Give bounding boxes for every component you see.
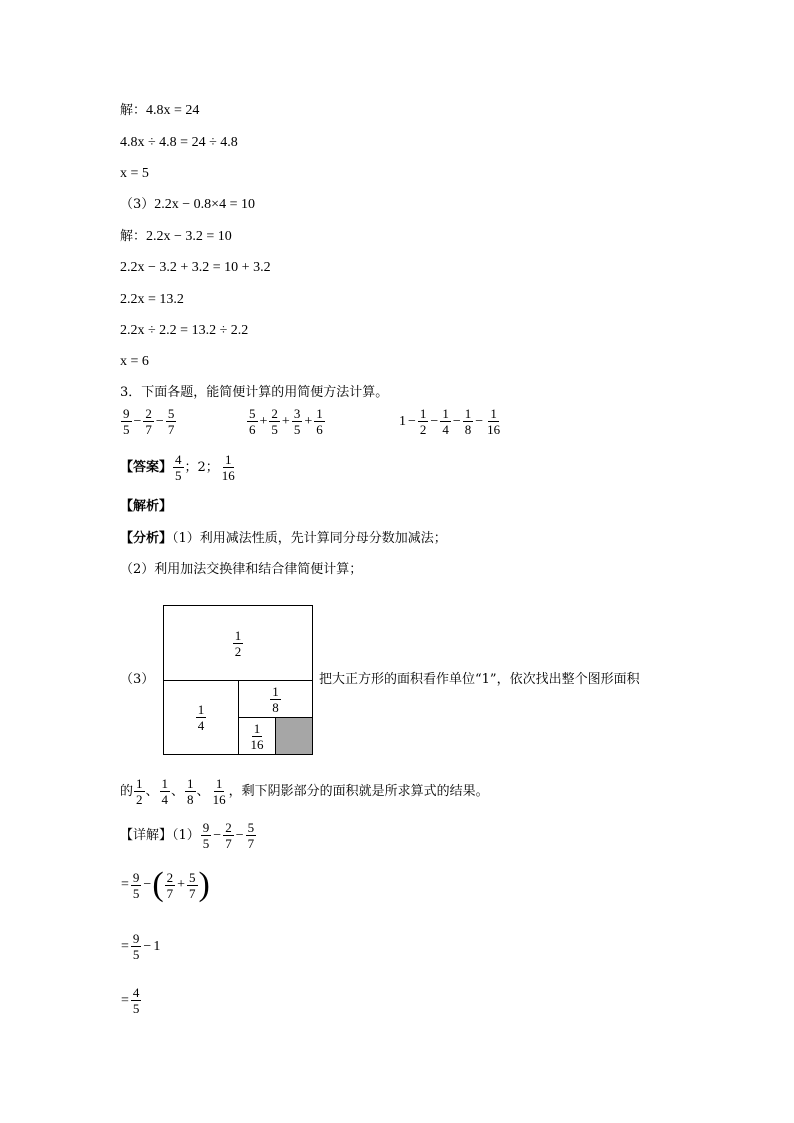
sol2-line3: x = 5 <box>120 166 149 181</box>
analysis-part3-label: （3） <box>120 672 155 687</box>
answer-line: 【答案】 $\frac{4}{5}$ ；2； $\frac{1}{16}$ <box>120 452 235 483</box>
question-3-expr1: $\frac{9}{5}$ − $\frac{2}{7}$ − $\frac{5}{7}$ <box>123 406 175 437</box>
half-region: $\frac{1}{2}$ <box>163 605 313 681</box>
question-3-expr2: $\frac{5}{6}$ + $\frac{2}{5}$ + $\frac{3}{5}$ + $\frac{1}{6}$ <box>249 406 323 437</box>
quarter-region: $\frac{1}{4}$ <box>163 680 239 755</box>
analysis-part3-text: 把大正方形的面积看作单位“1”，依次找出整个图形面积 <box>319 672 640 687</box>
sol3-line5: x = 6 <box>120 354 149 369</box>
sol2-line1: 解：4.8x = 24 <box>120 103 200 118</box>
sixteenth-region: $\frac{1}{16}$ <box>238 717 276 755</box>
detail-step1: = $\frac{9}{5}$ −( $\frac{2}{7}$ + $\frac{5}{7}$ ) <box>121 866 210 903</box>
detail-step0: 【详解】（1） $\frac{9}{5}$ − $\frac{2}{7}$ − $\frac{5}{7}$ <box>120 820 255 851</box>
analysis-part3-continuation: 的 $\frac{1}{2}$ 、 $\frac{1}{4}$ 、 $\frac{1}{8}$ 、 $\frac{1}{16}$ ，剩下阴影部分的面积就是所求算式的结果。 <box>120 776 489 807</box>
sol3-line3: 2.2x = 13.2 <box>120 292 184 307</box>
detail-step3: = $\frac{4}{5}$ <box>121 985 140 1016</box>
sol3-line4: 2.2x ÷ 2.2 = 13.2 ÷ 2.2 <box>120 323 249 338</box>
question-3-title: 3．下面各题，能简便计算的用简便方法计算。 <box>120 385 389 400</box>
sol2-line2: 4.8x ÷ 4.8 = 24 ÷ 4.8 <box>120 135 238 150</box>
sol3-line2: 2.2x − 3.2 + 3.2 = 10 + 3.2 <box>120 260 271 275</box>
analysis-part2: （2）利用加法交换律和结合律简便计算； <box>120 562 363 577</box>
shaded-region <box>275 717 313 755</box>
analysis-heading: 【解析】 <box>120 499 173 514</box>
analysis-part1: 【分析】（1）利用减法性质，先计算同分母分数加减法； <box>120 531 447 546</box>
eighth-region: $\frac{1}{8}$ <box>238 680 313 718</box>
question-3-expr3: 1 − $\frac{1}{2}$ − $\frac{1}{4}$ − $\frac{1}{8}$ − $\frac{1}{16}$ <box>399 406 501 437</box>
sol3-equation: （3）2.2x − 0.8×4 = 10 <box>120 197 255 212</box>
sol3-line1: 解：2.2x − 3.2 = 10 <box>120 229 232 244</box>
unit-square-diagram <box>163 605 313 755</box>
detail-step2: = $\frac{9}{5}$ − 1 <box>121 931 161 962</box>
